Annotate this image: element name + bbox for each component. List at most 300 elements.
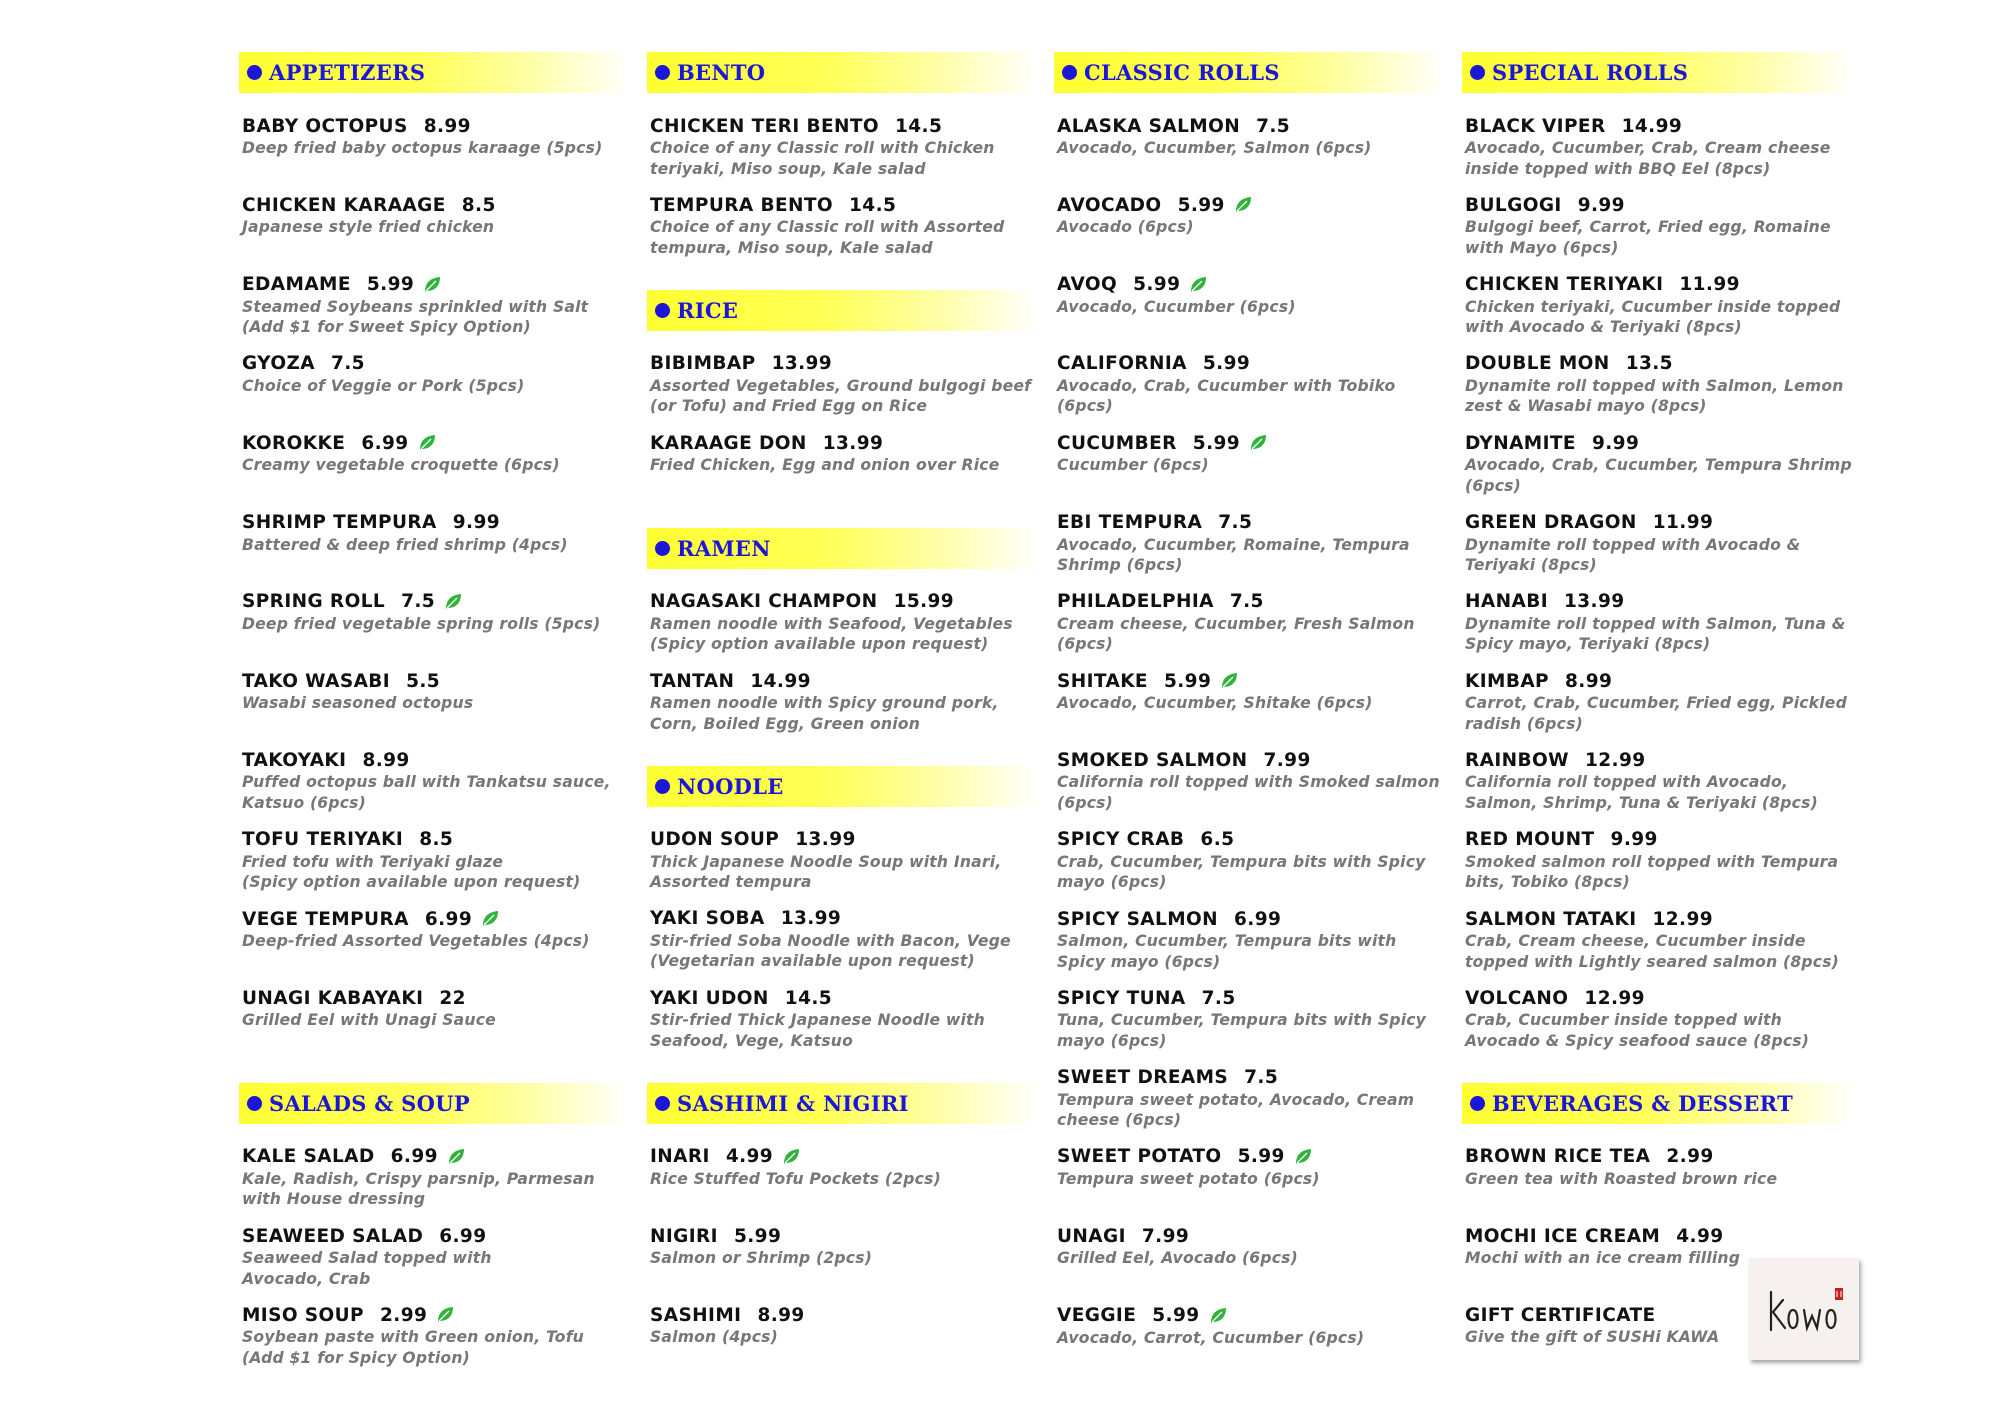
item-description: Spicy mayo (6pcs) (1057, 952, 1221, 971)
item-price: 4.99 (725, 1146, 774, 1168)
section-header (647, 290, 1039, 331)
kawa-logo (1749, 1258, 1859, 1360)
item-name: BABY OCTOPUS (242, 115, 408, 137)
item-description: Steamed Soybeans sprinkled with Salt (242, 297, 589, 316)
item-name: UNAGI KABAYAKI (242, 987, 424, 1009)
item-row (1057, 511, 1449, 535)
item-description: (6pcs) (1057, 793, 1113, 812)
item-row (242, 193, 634, 217)
item-row (1057, 907, 1449, 931)
item-row (650, 193, 1042, 217)
item-description: Chicken teriyaki, Cucumber inside topped (1465, 297, 1841, 316)
item-name: BIBIMBAP (650, 353, 756, 375)
item-description: Teriyaki (8pcs) (1465, 556, 1597, 574)
item-description: Ramen noodle with Spicy ground pork, (650, 694, 999, 713)
item-price: 9.99 (1610, 829, 1658, 851)
menu-item-red-mount (1465, 828, 1857, 893)
item-row (650, 1224, 1042, 1248)
section-appetizers (239, 52, 631, 1030)
bullet-dot-icon (655, 779, 670, 794)
menu-item-volcano (1465, 986, 1857, 1051)
menu-item-tako-wasabi (242, 669, 634, 714)
item-description: Avocado & Spicy seafood sauce (8pcs) (1465, 1031, 1810, 1050)
bullet-dot-icon (655, 303, 670, 318)
item-row (242, 986, 634, 1010)
item-description: Wasabi seasoned octopus (242, 694, 474, 713)
item-name: KARAAGE DON (650, 432, 807, 454)
item-description: Avocado, Cucumber, Romaine, Tempura (1057, 535, 1410, 554)
item-name: ALASKA SALMON (1057, 115, 1241, 137)
item-price: 7.5 (1201, 987, 1236, 1009)
item-price: 7.5 (1256, 115, 1291, 137)
menu-item-chicken-teri-bento (650, 114, 1042, 179)
item-description: Rice Stuffed Tofu Pockets (2pcs) (650, 1169, 941, 1188)
menu-item-inari (650, 1145, 1042, 1190)
item-description: (Spicy option available upon request) (242, 873, 581, 892)
item-description: Fried tofu with Teriyaki glaze (242, 852, 504, 871)
item-price: 5.99 (1152, 1305, 1200, 1326)
section-title: SPECIAL ROLLS (1492, 60, 1689, 85)
item-name: CALIFORNIA (1057, 353, 1187, 375)
menu-item-philadelphia (1057, 590, 1449, 655)
item-name: AVOCADO (1057, 194, 1162, 216)
item-price: 7.5 (1244, 1067, 1279, 1089)
item-description: Green tea with Roasted brown rice (1465, 1169, 1778, 1188)
menu-item-korokke (242, 431, 634, 476)
item-name: SHRIMP TEMPURA (242, 512, 437, 533)
item-row (1465, 669, 1857, 693)
menu-item-veggie (1057, 1304, 1449, 1349)
item-row (1465, 511, 1857, 535)
section-beverages-dessert (1462, 1083, 1854, 1347)
section-header (1054, 52, 1446, 93)
item-price: 12.99 (1584, 749, 1646, 771)
bullet-dot-icon (1062, 65, 1077, 80)
item-price: 13.99 (780, 908, 842, 930)
item-row (650, 1303, 1042, 1327)
item-description: Puffed octopus ball with Tankatsu sauce, (242, 773, 611, 792)
item-description: Avocado, Crab, Cucumber, Tempura Shrimp (1465, 456, 1852, 475)
item-row (1465, 907, 1857, 931)
item-row (650, 590, 1042, 614)
item-name: DOUBLE MON (1465, 353, 1610, 375)
item-description: Cucumber (6pcs) (1057, 456, 1209, 475)
menu-item-miso-soup (242, 1303, 634, 1368)
item-description: Give the gift of SUSHi KAWA (1465, 1328, 1720, 1347)
section-header (239, 52, 631, 93)
item-name: TANTAN (650, 670, 735, 692)
vegetarian-leaf-icon (422, 275, 442, 295)
section-title: APPETIZERS (269, 60, 426, 85)
item-description: Tuna, Cucumber, Tempura bits with Spicy (1057, 1011, 1427, 1030)
item-price: 13.99 (795, 829, 856, 851)
item-name: GYOZA (242, 353, 315, 375)
item-name: SALMON TATAKI (1465, 908, 1637, 930)
section-title: NOODLE (677, 773, 784, 799)
bullet-dot-icon (247, 1096, 262, 1111)
item-name: NIGIRI (650, 1225, 718, 1247)
section-salads-soup (239, 1083, 631, 1367)
item-price: 2.99 (380, 1304, 428, 1326)
item-name: HANABI (1465, 591, 1548, 613)
item-description: mayo (6pcs) (1057, 1031, 1167, 1050)
item-name: EBI TEMPURA (1057, 512, 1203, 533)
item-price: 15.99 (893, 591, 955, 613)
menu-item-chicken-teriyaki (1465, 273, 1857, 338)
item-row (242, 669, 634, 693)
item-name: BULGOGI (1465, 194, 1562, 216)
item-name: GREEN DRAGON (1465, 512, 1637, 533)
item-price: 4.99 (1676, 1225, 1724, 1247)
item-row (242, 114, 634, 138)
item-description: Assorted tempura (650, 873, 812, 892)
item-row (1465, 114, 1857, 138)
item-price: 5.99 (1192, 432, 1241, 454)
item-row (1057, 114, 1449, 138)
item-price: 5.5 (406, 670, 441, 692)
item-name: VEGE TEMPURA (242, 908, 409, 930)
item-name: CHICKEN KARAAGE (242, 194, 446, 216)
bullet-dot-icon (655, 1096, 670, 1111)
item-name: MOCHI ICE CREAM (1465, 1225, 1661, 1247)
section-header (647, 766, 1039, 807)
item-description: Avocado, Cucumber (6pcs) (1057, 297, 1296, 316)
item-name: UNAGI (1057, 1225, 1126, 1247)
item-description: mayo (6pcs) (1057, 873, 1167, 892)
vegetarian-leaf-icon (1248, 433, 1268, 453)
item-name: GIFT CERTIFICATE (1465, 1304, 1656, 1326)
section-ramen (647, 528, 1039, 733)
item-price: 7.99 (1141, 1225, 1190, 1247)
item-description: Shrimp (6pcs) (1057, 556, 1183, 574)
section-classic-rolls (1054, 52, 1446, 1347)
item-row (650, 669, 1042, 693)
item-name: VEGGIE (1057, 1305, 1137, 1326)
item-row (1465, 828, 1857, 852)
item-name: KIMBAP (1465, 670, 1550, 692)
item-name: EDAMAME (242, 274, 351, 296)
item-name: SMOKED SALMON (1057, 749, 1248, 771)
item-price: 9.99 (1577, 194, 1625, 216)
item-description: teriyaki, Miso soup, Kale salad (650, 159, 926, 178)
vegetarian-leaf-icon (1219, 671, 1239, 691)
item-row (1057, 828, 1449, 852)
item-row (650, 1145, 1042, 1169)
item-price: 9.99 (1591, 432, 1640, 454)
menu-item-udon-soup (650, 828, 1042, 893)
menu-item-shrimp-tempura (242, 511, 634, 556)
item-description: Katsuo (6pcs) (242, 793, 366, 812)
item-name: SWEET DREAMS (1057, 1067, 1229, 1089)
item-name: KOROKKE (242, 432, 346, 454)
menu-item-yaki-udon (650, 986, 1042, 1051)
menu-item-salmon-tataki (1465, 907, 1857, 972)
item-description: bits, Tobiko (8pcs) (1465, 873, 1630, 892)
item-description: Dynamite roll topped with Salmon, Tuna & (1465, 614, 1846, 633)
item-price: 14.5 (849, 194, 897, 216)
item-row (1057, 273, 1449, 297)
item-row (1465, 352, 1857, 376)
item-description: Ramen noodle with Seafood, Vegetables (650, 614, 1013, 633)
item-row (242, 431, 634, 455)
item-price: 5.99 (366, 274, 415, 296)
item-name: TAKOYAKI (242, 749, 347, 771)
section-title: BENTO (677, 60, 766, 85)
item-description: Battered & deep fried shrimp (4pcs) (242, 535, 568, 554)
item-price: 12.99 (1652, 908, 1714, 930)
item-description: tempura, Miso soup, Kale salad (650, 238, 933, 257)
section-title: RAMEN (677, 535, 771, 561)
item-row (242, 511, 634, 535)
item-price: 5.99 (1163, 670, 1212, 692)
vegetarian-leaf-icon (417, 433, 437, 453)
item-price: 6.99 (390, 1146, 438, 1168)
item-description: Stir-fried Thick Japanese Noodle with (650, 1011, 985, 1030)
bullet-dot-icon (655, 65, 670, 80)
menu-item-edamame (242, 273, 634, 338)
item-row (1465, 1145, 1857, 1169)
menu-item-avoq (1057, 273, 1449, 318)
vegetarian-leaf-icon (1293, 1147, 1313, 1167)
item-description: Mochi with an ice cream filling (1465, 1249, 1741, 1268)
item-description: Deep fried baby octopus karaage (5pcs) (242, 139, 603, 157)
item-description: Avocado, Cucumber, Shitake (6pcs) (1057, 694, 1373, 713)
item-row (1057, 590, 1449, 614)
item-description: Avocado (6pcs) (1057, 218, 1194, 237)
item-description: Bulgogi beef, Carrot, Fried egg, Romaine (1465, 218, 1831, 237)
item-description: Japanese style fried chicken (242, 218, 495, 237)
menu-item-chicken-karaage (242, 193, 634, 238)
item-price: 8.99 (362, 749, 410, 771)
item-description: (6pcs) (1057, 635, 1113, 654)
item-description: Cream cheese, Cucumber, Fresh Salmon (1057, 614, 1415, 633)
section-header (647, 1083, 1039, 1124)
item-description: Tempura sweet potato (6pcs) (1057, 1169, 1320, 1188)
item-name: YAKI SOBA (650, 908, 765, 930)
item-price: 8.5 (461, 194, 496, 216)
menu-item-hanabi (1465, 590, 1857, 655)
item-description: Deep fried vegetable spring rolls (5pcs) (242, 614, 601, 633)
section-noodle (647, 766, 1039, 1050)
item-description: Kale, Radish, Crispy parsnip, Parmesan (242, 1169, 595, 1188)
item-name: INARI (650, 1146, 710, 1168)
item-name: SPICY CRAB (1057, 829, 1185, 851)
item-row (1465, 1224, 1857, 1248)
menu-item-sweet-potato (1057, 1145, 1449, 1190)
item-description: Soybean paste with Green onion, Tofu (242, 1328, 584, 1347)
section-title: SALADS & SOUP (269, 1090, 470, 1116)
item-description: with Mayo (6pcs) (1465, 238, 1619, 257)
menu-item-spicy-tuna (1057, 986, 1449, 1051)
item-description: (or Tofu) and Fried Egg on Rice (650, 397, 928, 416)
item-description: (Add $1 for Sweet Spicy Option) (242, 318, 531, 337)
menu-item-alaska-salmon (1057, 114, 1449, 159)
item-description: (Vegetarian available upon request) (650, 952, 975, 971)
section-header (1462, 52, 1854, 93)
item-name: TAKO WASABI (242, 670, 391, 692)
item-description: (Add $1 for Spicy Option) (242, 1348, 470, 1367)
item-row (242, 1145, 634, 1169)
item-description: Seafood, Vege, Katsuo (650, 1031, 854, 1050)
item-name: YAKI UDON (650, 987, 769, 1009)
item-description: cheese (6pcs) (1057, 1111, 1182, 1130)
item-row (242, 273, 634, 297)
item-row (242, 907, 634, 931)
item-price: 11.99 (1679, 274, 1740, 296)
item-description: California roll topped with Smoked salmon (1057, 773, 1440, 792)
section-header (647, 528, 1039, 569)
item-description: (Spicy option available upon request) (650, 635, 989, 654)
item-price: 22 (439, 987, 466, 1009)
menu-item-black-viper (1465, 114, 1857, 179)
menu-item-rainbow (1465, 748, 1857, 813)
item-price: 8.99 (423, 115, 471, 137)
menu-item-unagi-kabayaki (242, 986, 634, 1031)
item-description: Salmon, Cucumber, Tempura bits with (1057, 932, 1397, 950)
item-row (1057, 352, 1449, 376)
menu-item-karaage-don (650, 431, 1042, 476)
item-price: 13.99 (1564, 591, 1625, 613)
menu-item-kale-salad (242, 1145, 634, 1210)
section-title: SASHIMI & NIGIRI (677, 1090, 909, 1116)
menu-item-tofu-teriyaki (242, 828, 634, 893)
item-name: AVOQ (1057, 274, 1118, 296)
menu-item-kimbap (1465, 669, 1857, 734)
item-description: Spicy mayo, Teriyaki (8pcs) (1465, 635, 1711, 654)
menu-item-nigiri (650, 1224, 1042, 1269)
item-description: Salmon or Shrimp (2pcs) (650, 1249, 873, 1268)
item-row (1465, 986, 1857, 1010)
item-price: 14.99 (1621, 115, 1683, 137)
item-description: Grilled Eel with Unagi Sauce (242, 1011, 496, 1030)
item-price: 5.99 (1177, 194, 1225, 216)
item-description: (6pcs) (1465, 476, 1521, 495)
vegetarian-leaf-icon (435, 1305, 455, 1325)
item-row (650, 907, 1042, 931)
item-description: Avocado, Cucumber, Crab, Cream cheese (1465, 139, 1831, 157)
item-description: Avocado, Cucumber, Salmon (6pcs) (1057, 139, 1372, 157)
item-description: Choice of any Classic roll with Assorted (650, 218, 1005, 237)
item-price: 8.99 (1565, 670, 1613, 692)
menu-item-brown-rice-tea (1465, 1145, 1857, 1190)
item-description: Choice of Veggie or Pork (5pcs) (242, 376, 525, 395)
item-row (1057, 1304, 1449, 1328)
item-name: SWEET POTATO (1057, 1146, 1222, 1168)
vegetarian-leaf-icon (1188, 275, 1208, 295)
item-description: zest & Wasabi mayo (8pcs) (1465, 397, 1707, 416)
menu-item-double-mon (1465, 352, 1857, 417)
item-price: 14.99 (750, 670, 811, 692)
item-name: VOLCANO (1465, 987, 1569, 1009)
item-price: 5.99 (733, 1225, 782, 1247)
menu-item-shitake (1057, 669, 1449, 714)
item-description: Seaweed Salad topped with (242, 1249, 492, 1268)
item-price: 6.99 (439, 1225, 487, 1247)
item-row (650, 828, 1042, 852)
item-price: 13.99 (771, 353, 833, 375)
item-description: Avocado, Crab (242, 1269, 371, 1288)
menu-item-sashimi (650, 1303, 1042, 1348)
item-price: 5.99 (1202, 353, 1251, 375)
item-price: 13.5 (1625, 353, 1673, 375)
item-price: 7.5 (1218, 512, 1253, 533)
item-name: TEMPURA BENTO (650, 194, 834, 216)
item-name: RED MOUNT (1465, 829, 1595, 851)
item-row (650, 431, 1042, 455)
item-name: BLACK VIPER (1465, 115, 1606, 137)
item-name: SEAWEED SALAD (242, 1225, 424, 1247)
item-name: DYNAMITE (1465, 432, 1576, 454)
item-price: 11.99 (1652, 512, 1714, 533)
item-description: Carrot, Crab, Cucumber, Fried egg, Pickled (1465, 694, 1847, 713)
item-description: Fried Chicken, Egg and onion over Rice (650, 456, 1000, 475)
item-row (242, 1303, 634, 1327)
vegetarian-leaf-icon (1208, 1306, 1228, 1326)
menu-item-bibimbap (650, 352, 1042, 417)
item-price: 14.5 (895, 115, 943, 137)
item-name: NAGASAKI CHAMPON (650, 591, 878, 613)
menu-item-vege-tempura (242, 907, 634, 952)
item-name: KALE SALAD (242, 1146, 375, 1168)
item-row (1057, 193, 1449, 217)
menu-item-spring-roll (242, 590, 634, 635)
menu-item-green-dragon (1465, 511, 1857, 576)
item-description: Dynamite roll topped with Avocado & (1465, 535, 1801, 554)
item-description: Smoked salmon roll topped with Tempura (1465, 852, 1839, 871)
menu-item-bulgogi (1465, 193, 1857, 258)
item-description: with House dressing (242, 1190, 426, 1209)
item-name: CHICKEN TERIYAKI (1465, 274, 1664, 296)
item-name: CUCUMBER (1057, 432, 1177, 454)
item-description: California roll topped with Avocado, (1465, 773, 1789, 792)
vegetarian-leaf-icon (443, 592, 463, 612)
item-price: 7.99 (1263, 749, 1311, 771)
item-description: Avocado, Crab, Cucumber with Tobiko (1057, 376, 1396, 395)
vegetarian-leaf-icon (1233, 195, 1253, 215)
item-description: Avocado, Carrot, Cucumber (6pcs) (1057, 1328, 1365, 1347)
item-row (242, 352, 634, 376)
item-row (1465, 590, 1857, 614)
item-price: 12.99 (1584, 987, 1645, 1009)
menu-item-avocado (1057, 193, 1449, 238)
item-price: 13.99 (822, 432, 884, 454)
item-price: 8.99 (757, 1304, 805, 1326)
item-price: 7.5 (1229, 591, 1264, 613)
item-description: Salmon (4pcs) (650, 1328, 778, 1347)
item-row (650, 114, 1042, 138)
item-name: SASHIMI (650, 1304, 742, 1326)
item-description: Corn, Boiled Egg, Green onion (650, 714, 921, 733)
item-description: Crab, Cucumber, Tempura bits with Spicy (1057, 852, 1426, 871)
section-header (1462, 1083, 1854, 1124)
menu-item-nagasaki-champon (650, 590, 1042, 655)
item-description: Choice of any Classic roll with Chicken (650, 139, 995, 157)
item-name: SHITAKE (1057, 670, 1148, 692)
item-description: with Avocado & Teriyaki (8pcs) (1465, 318, 1742, 337)
item-row (1465, 273, 1857, 297)
item-name: SPRING ROLL (242, 591, 386, 613)
item-description: Grilled Eel, Avocado (6pcs) (1057, 1249, 1298, 1268)
item-row (1057, 1224, 1449, 1248)
item-name: TOFU TERIYAKI (242, 829, 404, 851)
menu-item-tempura-bento (650, 193, 1042, 258)
item-description: Crab, Cucumber inside topped with (1465, 1011, 1782, 1030)
item-row (1057, 669, 1449, 693)
menu-item-takoyaki (242, 748, 634, 813)
item-description: topped with Lightly seared salmon (8pcs) (1465, 952, 1840, 971)
bullet-dot-icon (247, 65, 262, 80)
item-description: Thick Japanese Noodle Soup with Inari, (650, 852, 1002, 871)
